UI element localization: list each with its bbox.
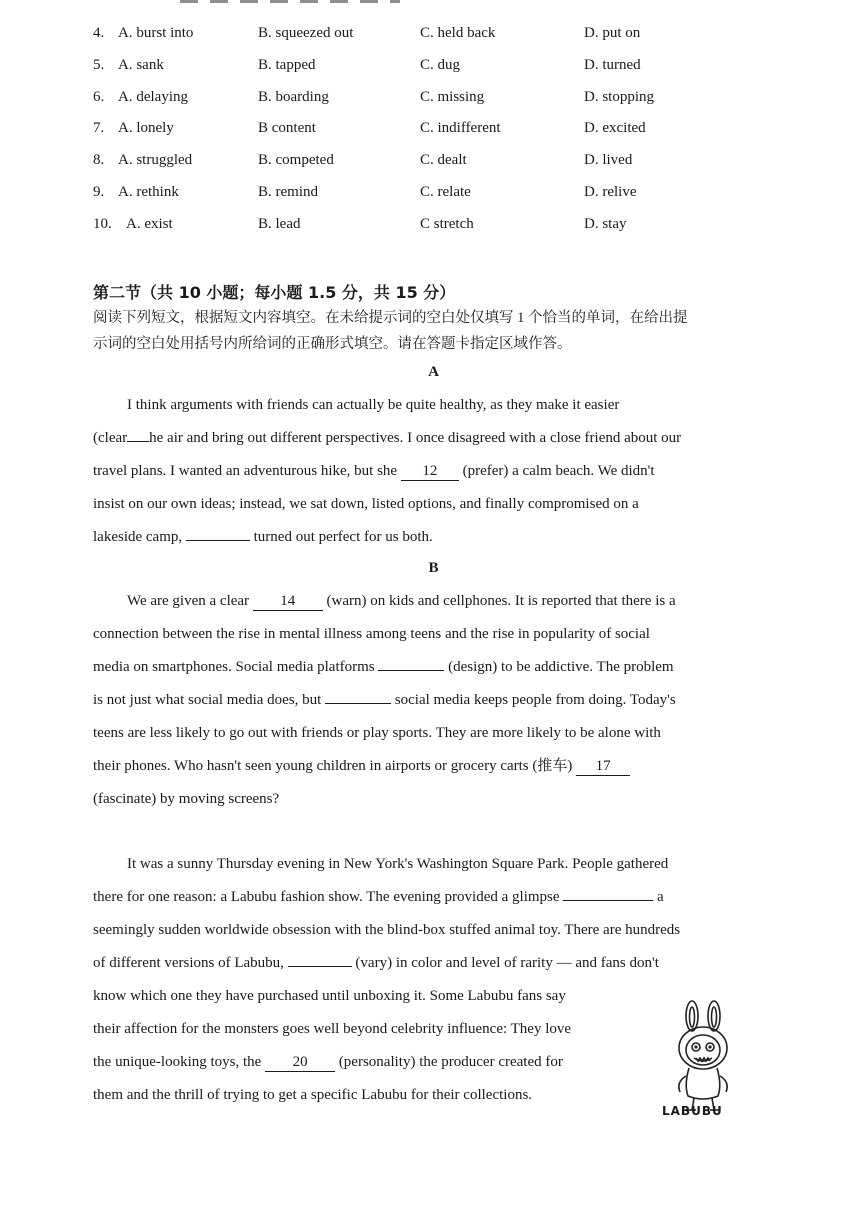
question-number: 4. — [93, 25, 105, 41]
text: them and the thrill of trying to get a specific Labubu for their collections. — [93, 1087, 533, 1103]
labubu-label: LABUBU — [662, 1104, 723, 1118]
text: We are given a clear — [127, 593, 250, 609]
passage-b-letter: B — [428, 560, 439, 576]
passage-line — [93, 1079, 638, 1112]
option-d: D. stay — [584, 216, 627, 232]
text: connection between the rise in mental illness among teens and the rise in popularity of social — [93, 626, 650, 642]
option-c: C. missing — [420, 89, 485, 105]
passage-line — [93, 651, 748, 684]
blank-15[interactable] — [378, 670, 444, 671]
blank-19[interactable] — [288, 966, 352, 967]
text: turned out perfect for us both. — [253, 529, 433, 545]
option-a: A. exist — [126, 216, 173, 232]
passage-line — [93, 521, 748, 554]
passage-a-letter: A — [428, 364, 439, 380]
blank-11[interactable] — [127, 441, 149, 442]
passage-b — [93, 585, 748, 816]
blank-18[interactable] — [563, 900, 653, 901]
option-c: C. dealt — [420, 152, 467, 168]
text: the unique-looking toys, the — [93, 1054, 262, 1070]
passage-c — [93, 848, 748, 1112]
passage-line — [93, 881, 748, 914]
passage-line — [93, 783, 748, 816]
text: (prefer) a calm beach. We didn't — [462, 463, 655, 479]
option-c: C. indifferent — [420, 120, 501, 136]
blank-12[interactable]: 12 — [401, 462, 459, 481]
instruction-line: 阅读下列短文，根据短文内容填空。在未给提示词的空白处仅填写 1 个恰当的单词，在给出提 — [93, 310, 688, 326]
text: seemingly sudden worldwide obsession with the blind-box stuffed animal toy. There are hundreds — [93, 922, 681, 938]
option-d: D. excited — [584, 120, 646, 136]
text: a — [657, 889, 664, 905]
text: It was a sunny Thursday evening in New York's Washington Square Park. People gathered — [127, 856, 669, 872]
text: teens are less likely to go out with friends or play sports. They are more likely to be alone with — [93, 725, 661, 741]
question-number: 6. — [93, 89, 105, 105]
option-d: D. put on — [584, 25, 641, 41]
option-c: C. relate — [420, 184, 471, 200]
blank-17[interactable]: 17 — [576, 757, 630, 776]
passage-a — [93, 389, 748, 554]
text: he air and bring out different perspectives. I once disagreed with a close friend about our — [149, 430, 682, 446]
passage-line — [93, 488, 748, 521]
option-b: B. tapped — [258, 57, 316, 73]
option-d: D. turned — [584, 57, 641, 73]
option-b: B. competed — [258, 152, 334, 168]
option-b: B content — [258, 120, 316, 136]
option-a: A. struggled — [118, 152, 193, 168]
passage-line — [93, 1013, 638, 1046]
option-c: C. dug — [420, 57, 461, 73]
question-number: 8. — [93, 152, 105, 168]
question-number: 7. — [93, 120, 105, 136]
option-b: B. remind — [258, 184, 318, 200]
option-c: C. held back — [420, 25, 496, 41]
text: of different versions of Labubu, — [93, 955, 284, 971]
option-a: A. burst into — [118, 25, 194, 41]
text: their phones. Who hasn't seen young children in airports or grocery carts (推车) — [93, 758, 573, 774]
option-a: A. delaying — [118, 89, 188, 105]
text: travel plans. I wanted an adventurous hike, but she — [93, 463, 398, 479]
passage-line — [93, 717, 748, 750]
passage-line — [93, 750, 748, 783]
option-b: B. boarding — [258, 89, 329, 105]
text: their affection for the monsters goes well beyond celebrity influence: They love — [93, 1021, 572, 1037]
text: there for one reason: a Labubu fashion show. The evening provided a glimpse — [93, 889, 560, 905]
option-d: D. relive — [584, 184, 637, 200]
passage-line — [93, 455, 748, 488]
passage-line — [93, 422, 748, 455]
option-b: B. lead — [258, 216, 301, 232]
passage-line — [93, 585, 748, 618]
instruction-line: 示词的空白处用括号内所给词的正确形式填空。请在答题卡指定区域作答。 — [93, 336, 572, 352]
option-a: A. lonely — [118, 120, 174, 136]
question-number: 10. — [93, 216, 112, 232]
scan-top-mark — [180, 0, 400, 3]
text: (fascinate) by moving screens? — [93, 791, 280, 807]
text: (personality) the producer created for — [338, 1054, 563, 1070]
passage-line — [93, 1046, 638, 1079]
question-number: 9. — [93, 184, 105, 200]
option-d: D. stopping — [584, 89, 655, 105]
option-d: D. lived — [584, 152, 633, 168]
blank-13[interactable] — [186, 540, 250, 541]
passage-line — [93, 684, 748, 717]
passage-line — [93, 947, 748, 980]
text: I think arguments with friends can actually be quite healthy, as they make it easier — [127, 397, 620, 413]
text: (warn) on kids and cellphones. It is reported that there is a — [326, 593, 676, 609]
text: social media keeps people from doing. Today's — [394, 692, 676, 708]
option-c: C stretch — [420, 216, 474, 232]
passage-line — [93, 389, 748, 422]
passage-line — [93, 618, 748, 651]
text: (clear — [93, 430, 128, 446]
section-heading: 第二节（共 10 小题；每小题 1.5 分，共 15 分） — [93, 283, 456, 302]
text: is not just what social media does, but — [93, 692, 322, 708]
text: lakeside camp, — [93, 529, 183, 545]
passage-line — [93, 980, 638, 1013]
text: insist on our own ideas; instead, we sat down, listed options, and finally compromised on a — [93, 496, 639, 512]
blank-14[interactable]: 14 — [253, 592, 323, 611]
passage-line — [93, 914, 748, 947]
text: know which one they have purchased until unboxing it. Some Labubu fans say — [93, 988, 566, 1004]
option-a: A. sank — [118, 57, 164, 73]
option-a: A. rethink — [118, 184, 179, 200]
question-number: 5. — [93, 57, 105, 73]
option-b: B. squeezed out — [258, 25, 354, 41]
text: (vary) in color and level of rarity — and fans don't — [355, 955, 659, 971]
blank-20[interactable]: 20 — [265, 1053, 335, 1072]
blank-16[interactable] — [325, 703, 391, 704]
text: media on smartphones. Social media platforms — [93, 659, 375, 675]
text: (design) to be addictive. The problem — [448, 659, 674, 675]
passage-line — [93, 848, 748, 881]
